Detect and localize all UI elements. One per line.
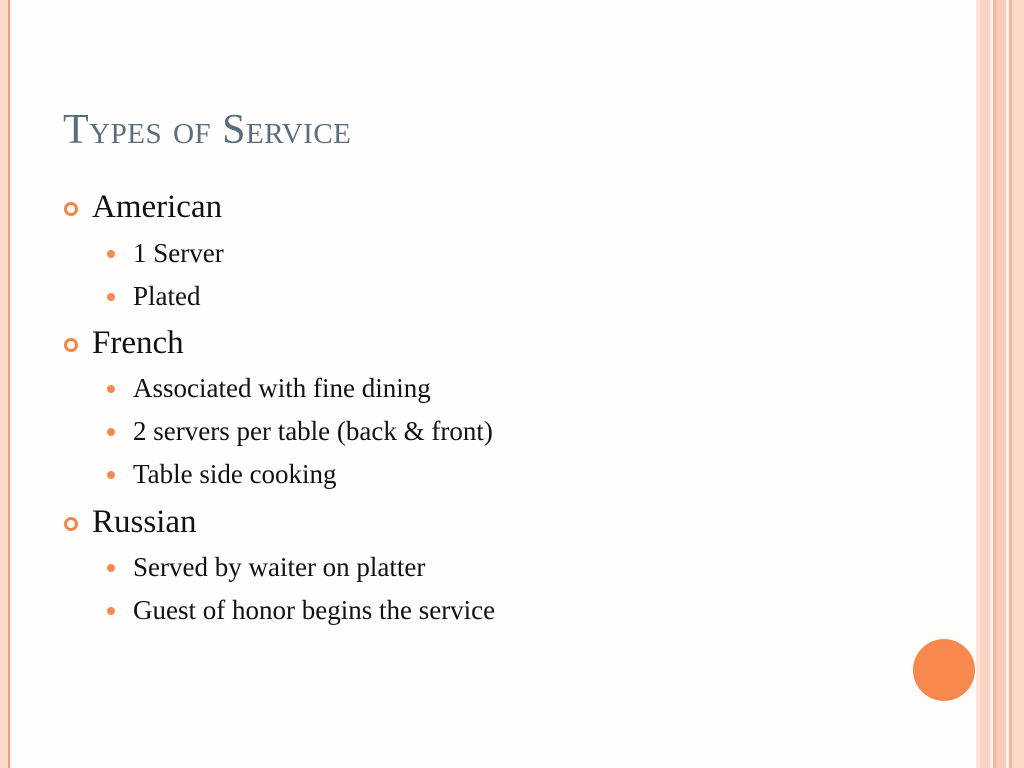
section-heading-russian: Russian xyxy=(92,504,197,540)
ring-bullet-icon xyxy=(64,338,78,352)
section-heading-french: French xyxy=(92,325,184,361)
decorative-orange-circle xyxy=(913,639,975,701)
ring-bullet-icon xyxy=(64,202,78,216)
list-item: Table side cooking xyxy=(133,459,337,489)
right-border-stripe xyxy=(1012,0,1024,768)
list-item: 2 servers per table (back & front) xyxy=(133,416,493,446)
dot-bullet-icon xyxy=(107,385,115,393)
list-item: Plated xyxy=(133,281,201,311)
list-item: 1 Server xyxy=(133,238,224,268)
dot-bullet-icon xyxy=(107,250,115,258)
list-item: Associated with fine dining xyxy=(133,373,431,403)
right-border-stripe xyxy=(996,0,1006,768)
dot-bullet-icon xyxy=(107,471,115,479)
dot-bullet-icon xyxy=(107,564,115,572)
list-item: Served by waiter on platter xyxy=(133,552,426,582)
dot-bullet-icon xyxy=(107,293,115,301)
dot-bullet-icon xyxy=(107,607,115,615)
dot-bullet-icon xyxy=(107,428,115,436)
section-heading-american: American xyxy=(92,189,223,225)
right-border-stripe xyxy=(980,0,990,768)
ring-bullet-icon xyxy=(64,517,78,531)
list-item: Guest of honor begins the service xyxy=(133,595,496,625)
left-border-stripe xyxy=(0,0,8,768)
slide-title: Types of Service xyxy=(63,107,352,153)
left-border-stripe xyxy=(10,0,12,768)
